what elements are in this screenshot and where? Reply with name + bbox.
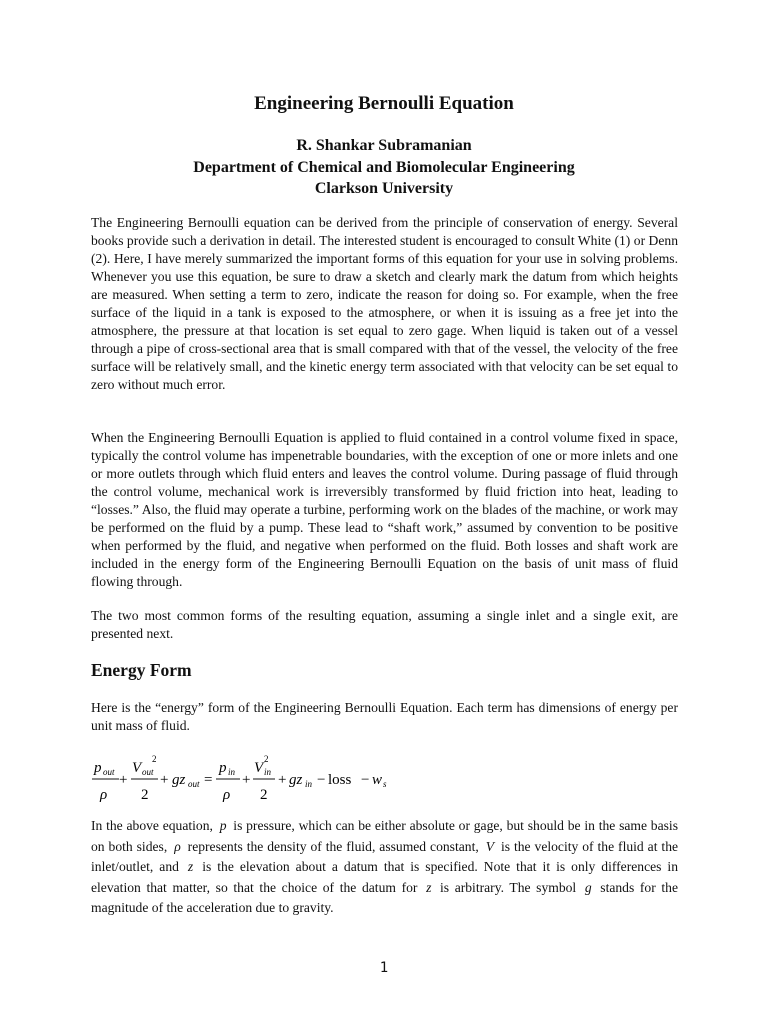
department-name: Department of Chemical and Biomolecular Engineering <box>193 158 575 176</box>
eq-w: w <box>372 772 383 788</box>
paragraph-control-volume: When the Engineering Bernoulli Equation is applied to fluid contained in a control volume fixed in space, typically the control volume has impenetrable boundaries, with the exception of one or more inlets and one or more outlets through which fluid enters and leaves the control volume. During passage of fluid through the control volume, mechanical work is irreversibly transformed by fluid friction into heat, leading to “losses.” Also, the fluid may operate a turbine, performing work on the blades of the machine, or work may be performed on the fluid by a pump. These lead to “shaft work,” assumed by convention to be positive when performed by the fluid, and negative when performed on the fluid. Both losses and shaft work are included in the energy form of the Engineering Bernoulli Equation on the basis of unit mass of fluid flowing through. <box>91 430 678 589</box>
eq-minus: − <box>317 772 326 788</box>
eq-p-in-subscript: in <box>228 767 236 777</box>
document-title: Engineering Bernoulli Equation <box>254 93 514 114</box>
symbol-g: g <box>584 879 592 895</box>
eq-p-out: p <box>94 760 102 776</box>
eq-loss: loss <box>328 772 352 788</box>
text-run: is pressure, which can be either absolute or gage, but should be in the same basis on both sides, <box>91 818 678 854</box>
eq-gz-in: gz <box>289 772 303 788</box>
eq-gz-in-subscript: in <box>305 779 313 789</box>
eq-v-out-squared: 2 <box>152 754 157 764</box>
text-run: is the velocity of the fluid at the inlet/outlet, and <box>91 838 679 874</box>
bernoulli-equation <box>92 752 652 812</box>
symbol-rho: ρ <box>174 838 181 854</box>
eq-two: 2 <box>260 787 268 803</box>
symbol-v: V <box>485 838 495 854</box>
eq-equals: = <box>204 772 213 788</box>
eq-rho: ρ <box>223 787 231 803</box>
text-run: In the above equation, <box>91 818 213 833</box>
eq-plus: + <box>119 772 128 788</box>
eq-gz-out-subscript: out <box>188 779 200 789</box>
eq-plus: + <box>160 772 169 788</box>
symbol-p: p <box>219 818 227 833</box>
eq-v-in-subscript: in <box>264 767 272 777</box>
eq-v-out: V <box>132 760 142 776</box>
eq-gz-out: gz <box>172 772 186 788</box>
eq-v-in-squared: 2 <box>264 754 269 764</box>
paragraph-intro: The Engineering Bernoulli equation can be derived from the principle of conservation of energy. Several books provide such a derivation in detail. The interested student is encouraged to consult White (1) or Denn (2). Here, I have merely summarized the important forms of this equation for your use in solving problems. Whenever you use this equation, be sure to draw a sketch and clearly mark the datum from which heights are measured. When setting a term to zero, indicate the reason for doing so. For example, when the free surface of the liquid in a tank is exposed to the atmosphere, or when it is issuing as a free jet into the atmosphere, the pressure at that location is set equal to zero gage. When liquid is taken out of a vessel through a pipe of cross-sectional area that is small compared with that of the vessel, the velocity of the free surface will be relatively small, and the kinetic energy term associated with that velocity can be set equal to zero without much error. <box>91 215 678 392</box>
page-number: 1 <box>379 960 389 976</box>
eq-plus: + <box>278 772 287 788</box>
text-run: is arbitrary. The symbol <box>440 879 577 895</box>
university-name: Clarkson University <box>314 180 454 197</box>
author-block <box>0 135 768 200</box>
eq-p-in: p <box>219 760 227 776</box>
paragraph-symbol-definitions <box>91 816 678 919</box>
eq-p-out-subscript: out <box>103 767 115 777</box>
symbol-z: z <box>426 879 432 895</box>
author-name: R. Shankar Subramanian <box>296 137 472 154</box>
eq-v-out-subscript: out <box>142 767 154 777</box>
paragraph-forms: The two most common forms of the resulting equation, assuming a single inlet and a single exit, are presented next. <box>91 608 678 641</box>
text-run: stands for the magnitude of the acceleration due to gravity. <box>91 879 678 915</box>
eq-w-subscript: s <box>383 779 387 789</box>
eq-v-in: V <box>254 760 264 776</box>
text-run: is the elevation about a datum that is specified. Note that it is only differences in elevation that matter, so that the choice of the datum for <box>91 859 678 895</box>
section-heading-energy-form: Energy Form <box>91 660 192 680</box>
eq-rho: ρ <box>100 787 108 803</box>
eq-minus: − <box>361 772 370 788</box>
symbol-z: z <box>187 859 194 874</box>
text-run: represents the density of the fluid, assumed constant, <box>187 838 479 854</box>
eq-two: 2 <box>141 787 149 803</box>
eq-plus: + <box>242 772 251 788</box>
paragraph-energy-form: Here is the “energy” form of the Engineering Bernoulli Equation. Each term has dimensions of energy per unit mass of fluid. <box>91 700 678 733</box>
